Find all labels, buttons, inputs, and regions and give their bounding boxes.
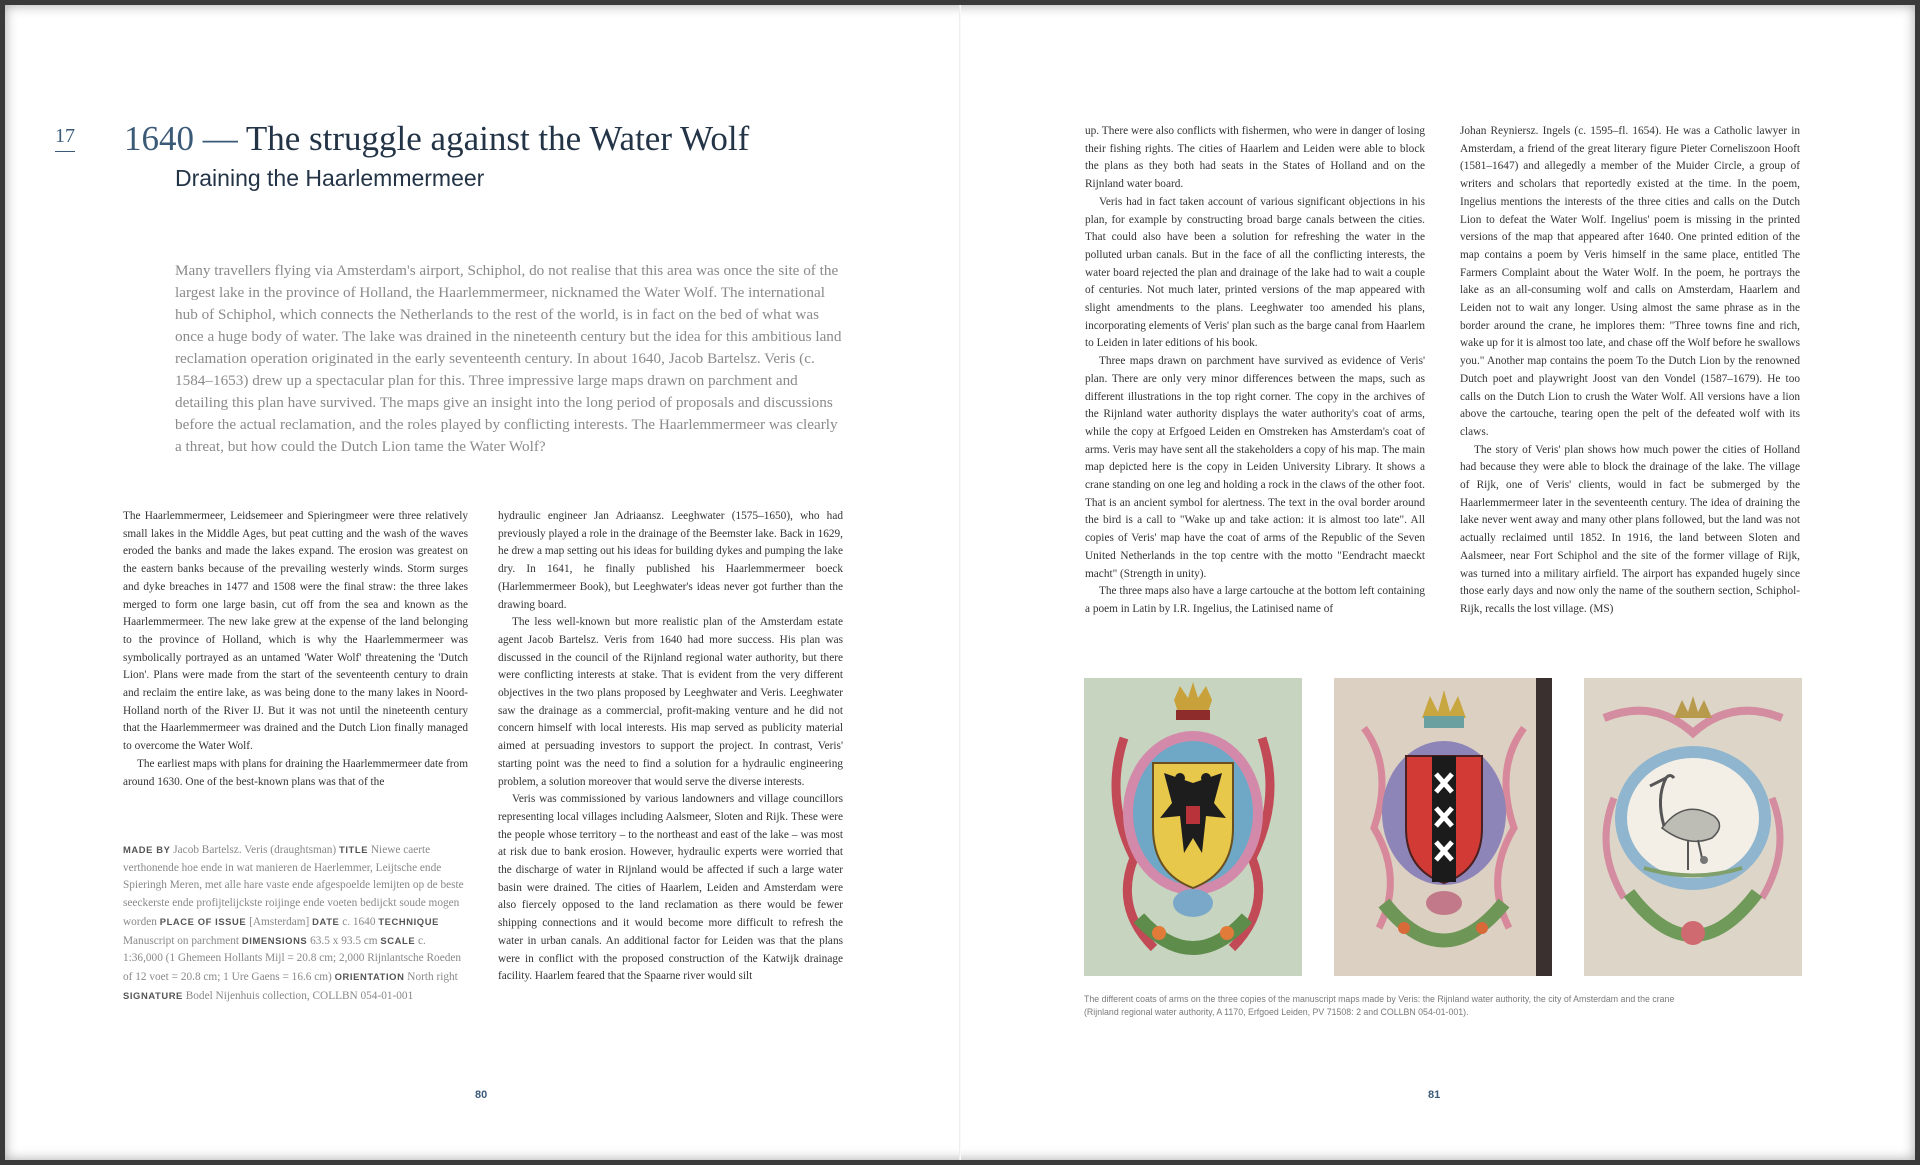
paragraph: up. There were also conflicts with fishermen, who were in danger of losing their fishing rights. The cities of Haarlem and Leiden were able to block the plans as they both had seats in the States of Holland and on the Rijnland water board. [1085, 125, 1425, 191]
page-subtitle: Draining the Haarlemmermeer [175, 165, 485, 191]
meta-key: PLACE OF ISSUE [159, 915, 247, 927]
chapter-number: 17 [55, 125, 75, 147]
paragraph: The Haarlemmermeer, Leidsemeer and Spieringmeer were three relatively small lakes in the Middle Ages, but peat cutting and the wash of the waves eroded the banks and made the lakes expand. The erosion was greatest on the eastern banks because of the prevailing westerly winds. Storm surges and dyke breaches in 1477 and 1508 were the final straw: the three lakes merged to form one large basin, cut off from the sea and known as the Haarlemmermeer. The new lake grew at the expense of the land belonging to the province of Holland, which is why the Haarlemmermeer was symbolically portrayed as an untamed 'Water Wolf' threatening the 'Dutch Lion'. Plans were made from the start of the seventeenth century to drain and reclaim the entire lake, as was being done to the many lakes in Noord-Holland north of the River IJ. But it was not until the nineteenth century that the Haarlemmermeer was drained and the Dutch Lion finally managed to overcome the Water Wolf. [123, 510, 468, 753]
title-text: The struggle against the Water Wolf [245, 119, 750, 158]
paragraph: The three maps also have a large cartouche at the bottom left containing a poem in Latin by I.R. Ingelius, the Latinised name of [1085, 585, 1425, 615]
map-metadata [123, 841, 468, 1005]
meta-value: Jacob Bartelsz. Veris (draughtsman) [173, 844, 337, 856]
title-dash: — [194, 119, 246, 158]
page-title [124, 119, 749, 159]
meta-value: Niewe caerte verthonende hoe ende in wat manieren de Haerlemmer, Leijtsche ende Spieringh Meren, met alle hare vaste ende afgespoelde lemijten op de beste seeckerste ende profijtelijckste roijinge ende voeten bedijckt soude mogen worden [123, 844, 464, 928]
meta-value: Manuscript on parchment [123, 934, 240, 947]
paragraph: Veris had in fact taken account of various significant objections in his plan, for example by constructing broad barge canals between the cities. That could also have been a solution for refreshing the water in the polluted urban canals. But in the face of all the conflicting interests, the water board rejected the plan and drainage of the lake had to wait a couple of centuries. Not much later, printed versions of the map appeared with slight amendments to the plans. Leeghwater too amended his plans, incorporating elements of Veris' plan such as the barge canal from Haarlem to Leiden in later editions of his book. [1085, 195, 1425, 350]
meta-key: SIGNATURE [123, 989, 183, 1001]
paragraph: Johan Reyniersz. Ingels (c. 1595–fl. 1654). He was a Catholic lawyer in Amsterdam, a friend of the great literary figure Pieter Corneliszoon Hooft (1581–1647) and allegedly a member of the Muider Circle, a group of writers and scholars that reportedly existed at the time. In the poem, Ingelius mentions the interests of the three cities and calls on the Dutch Lion to defeat the Water Wolf. Ingelius' poem is missing in the printed versions of the map that appeared after 1640. One printed edition of the map contains a poem by Veris himself in the same place, entitled The Farmers Complaint about the Water Wolf. In the poem, he portrays the lake as an all-consuming wolf and calls on Amsterdam, Haarlem and Leiden not to wait any longer. Using almost the same phrase as in the border around the crane, he implores them: "Three towns fine and rich, wake up for it is almost too late, and chase off the Wolf before he swallows you." Another map contains the poem To the Dutch Lion by the renowned Dutch poet and playwright Joost van den Vondel (1587–1679). He too calls on the Dutch Lion to crush the Water Wolf. All versions have a lion above the cartouche, tearing open the pelt of the defeated wolf with its claws. [1460, 125, 1800, 438]
meta-value: c. 1640 [342, 915, 376, 928]
coat-of-arms-rijnland-image [1084, 678, 1302, 976]
caption-line: The different coats of arms on the three copies of the manuscript maps made by Veris: the Rijnland water authority, the city of Amsterdam and the crane [1084, 994, 1675, 1004]
figure-caption [1084, 993, 1804, 1019]
meta-value: [Amsterdam] [249, 915, 310, 928]
meta-value: 63.5 x 93.5 cm [310, 934, 378, 947]
caption-line: (Rijnland regional water authority, A 1170, Erfgoed Leiden, PV 71508: 2 and COLLBN 054-01-001). [1084, 1007, 1469, 1017]
paragraph: hydraulic engineer Jan Adriaansz. Leeghwater (1575–1650), who had previously played a role in the drainage of the Beemster lake. Back in 1629, he drew a map setting out his ideas for building dykes and pumping the lake dry. In 1641, he finally published his Haarlemmermeer boeck (Harlemmermeer Book), but Leeghwater's ideas never got further than the drawing board. [498, 510, 843, 611]
meta-key: TECHNIQUE [378, 915, 439, 927]
meta-value: Bodel Nijenhuis collection, COLLBN 054-01-001 [185, 989, 414, 1002]
meta-key: SCALE [380, 934, 416, 946]
left-page [5, 5, 960, 1160]
paragraph: The less well-known but more realistic plan of the Amsterdam estate agent Jacob Bartelsz. Veris from 1640 had more success. His plan was discussed in the council of the Rijnland regional water authority, but there were conflicting interests at stake. That is evident from the very different objectives in the two plans proposed by Leeghwater and Veris. Leeghwater saw the drainage as a commercial, profit-making venture and he did not concern himself with local interests. His map served as publicity material aimed at persuading investors to support the project. In contrast, Veris' starting point was the need to find a solution for a hydraulic engineering problem, a solution moreover that would serve the diverse interests. [498, 616, 843, 788]
body-column-left-2 [498, 508, 843, 986]
body-column-right-1 [1085, 123, 1425, 619]
body-column-right-2 [1460, 123, 1800, 619]
crane-emblem-image [1584, 678, 1802, 976]
body-column-left-1 [123, 508, 468, 791]
page-number-right: 81 [1428, 1089, 1441, 1101]
paragraph: Three maps drawn on parchment have survived as evidence of Veris' plan. There are only very minor differences between the maps, such as different illustrations in the top right corner. The copy in the archives of the Rijnland water authority displays the water authority's coat of arms, while the copy at Erfgoed Leiden en Omstreken has Amsterdam's coat of arms. Veris may have sent all the stakeholders a copy of his map. The main map depicted here is the copy in Leiden University Library. It shows a crane standing on one leg and holding a rock in the claws of the other foot. That is an ancient symbol for alertness. The text in the oval border around the bird is a call to "Wake up and take action: it is almost too late". All copies of Veris' map have the coat of arms of the Republic of the Seven United Netherlands in the top centre with the motto "Eendracht maeckt macht" (Strength in unity). [1085, 355, 1425, 580]
intro-paragraph: Many travellers flying via Amsterdam's airport, Schiphol, do not realise that this area was once the site of the largest lake in the province of Holland, the Haarlemmermeer, nicknamed the Water Wolf. The international hub of Schiphol, which connects the Netherlands to the rest of the world, is in fact on the bed of what was once a huge body of water. The lake was drained in the nineteenth century but the idea for this ambitious land reclamation operation originated in the early seventeenth century. In about 1640, Jacob Bartelsz. Veris (c. 1584–1653) drew up a spectacular plan for this. Three impressive large maps drawn on parchment and detailing this plan have survived. The maps give an insight into the long period of proposals and discussions before the actual reclamation, and the roles played by conflicting interests. The Haarlemmermeer was clearly a threat, but how could the Dutch Lion tame the Water Wolf? [175, 262, 842, 455]
meta-key: ORIENTATION [334, 970, 405, 982]
meta-value: North right [407, 970, 458, 983]
book-spread [5, 5, 1915, 1160]
right-page [960, 5, 1915, 1160]
paragraph: The story of Veris' plan shows how much power the cities of Holland had because they were able to block the drainage of the lake. The village of Rijk, one of Veris' clients, would in fact be submerged by the Haarlemmermeer later in the seventeenth century. The idea of draining the lake never went away and many other plans followed, but the land was not actually reclaimed until 1852. In 1916, the land between Sloten and Aalsmeer, near Fort Schiphol and the site of the former village of Rijk, was turned into a military airfield. The airport has expanded hugely since those early days and now only the name of the southern section, Schiphol-Rijk, recalls the lost village. (MS) [1460, 443, 1800, 615]
meta-key: DIMENSIONS [241, 934, 308, 946]
meta-key: MADE BY [123, 844, 171, 855]
meta-value: c. 1:36,000 (1 Ghemeen Hollants Mijl = 20.8 cm; 2,000 Rijnlantsche Roeden of 12 voet = 20.8 cm; 1 Ure Gaens = 16.6 cm) [123, 934, 462, 983]
paragraph: The earliest maps with plans for draining the Haarlemmermeer date from around 1630. One of the best-known plans was that of the [123, 757, 468, 788]
chapter-number-rule [55, 151, 75, 152]
meta-key: DATE [312, 915, 340, 927]
coat-of-arms-amsterdam-image [1334, 678, 1552, 976]
meta-key: TITLE [339, 844, 369, 855]
title-year: 1640 [124, 119, 194, 158]
paragraph: Veris was commissioned by various landowners and village councillors representing local villages including Aalsmeer, Sloten and Rijk. These were the people whose territory – to the northeast and east of the lake – was most at risk due to bank erosion. However, hydraulic experts were worried that the discharge of water in Rijnland would be affected if such a large water basin were drained. The cities of Haarlem, Leiden and Amsterdam were also fiercely opposed to the land reclamation as there would be fewer shipping connections and it would become more difficult to refresh the water in urban canals. An additional factor for Leiden was that the plans were in conflict with the proposed construction of the Katwijk drainage facility. Haarlem feared that the Spaarne river would silt [498, 793, 843, 983]
page-number-left: 80 [475, 1089, 488, 1101]
